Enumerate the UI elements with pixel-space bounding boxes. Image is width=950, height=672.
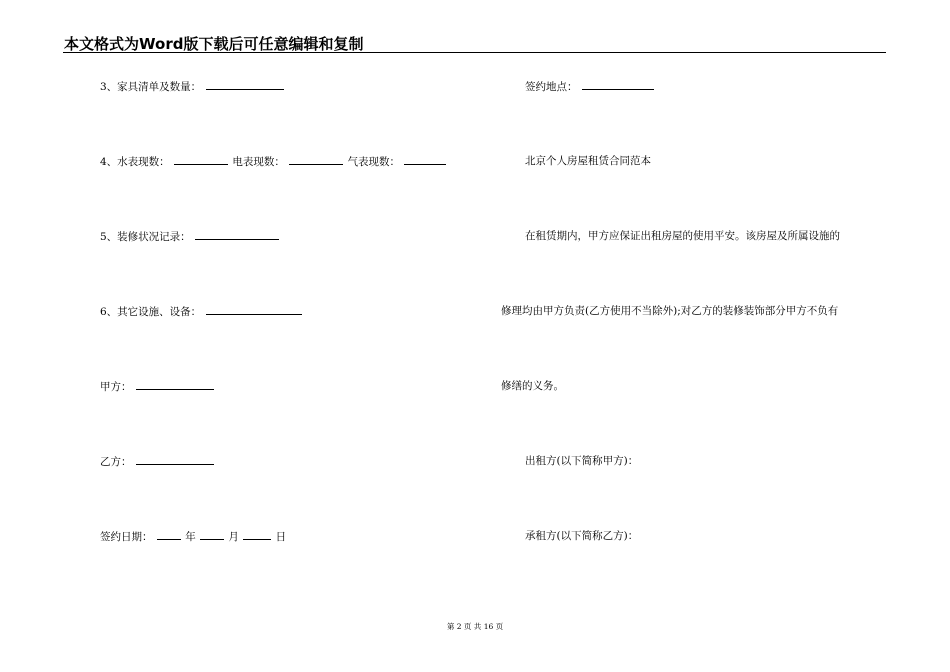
- electric-meter-blank: [289, 154, 343, 165]
- sign-place-blank: [582, 79, 654, 90]
- decoration-record-line: [100, 229, 280, 244]
- water-meter-label: 4、水表现数：: [100, 156, 170, 168]
- footer-total-pages: 16: [483, 622, 494, 631]
- sign-place-label: 签约地点：: [525, 81, 578, 93]
- furniture-list-blank: [206, 79, 284, 90]
- furniture-list-line: [100, 79, 285, 94]
- sign-date-month-blank: [200, 529, 224, 540]
- clause-text-line-2: 修理均由甲方负责(乙方使用不当除外);对乙方的装修装饰部分甲方不负有: [501, 305, 839, 317]
- sign-date-label: 签约日期：: [100, 531, 153, 543]
- party-b-label: 乙方：: [100, 456, 132, 468]
- party-a-blank: [136, 379, 214, 390]
- sign-place-line: [525, 79, 655, 94]
- footer-prefix: 第: [446, 622, 455, 631]
- contract-title: 北京个人房屋租赁合同范本: [525, 155, 651, 167]
- sign-date-year: 年: [185, 531, 196, 543]
- other-facilities-blank: [206, 304, 302, 315]
- gas-meter-blank: [404, 154, 446, 165]
- other-facilities-label: 6、其它设施、设备：: [100, 306, 202, 318]
- sign-date-day-blank: [243, 529, 271, 540]
- decoration-record-blank: [195, 229, 279, 240]
- party-b-blank: [136, 454, 214, 465]
- document-header-title: 本文格式为Word版下载后可任意编辑和复制: [64, 35, 364, 53]
- footer-page-number: 2: [456, 622, 462, 631]
- other-facilities-line: [100, 304, 303, 319]
- clause-text-line-1: 在租赁期内，甲方应保证出租房屋的使用平安。该房屋及所属设施的: [525, 230, 840, 242]
- party-b-line: [100, 454, 215, 469]
- page-number-footer: [0, 622, 950, 632]
- party-a-line: [100, 379, 215, 394]
- electric-meter-label: 电表现数：: [232, 156, 285, 168]
- footer-mid: 页 共: [463, 622, 482, 631]
- furniture-list-label: 3、家具清单及数量：: [100, 81, 202, 93]
- clause-text-line-3: 修缮的义务。: [501, 380, 564, 392]
- lessor-line: 出租方(以下简称甲方)：: [525, 455, 639, 467]
- sign-date-line: [100, 529, 286, 544]
- water-meter-blank: [174, 154, 228, 165]
- sign-date-month: 月: [228, 531, 239, 543]
- decoration-record-label: 5、装修状况记录：: [100, 231, 191, 243]
- sign-date-year-blank: [157, 529, 181, 540]
- lessee-line: 承租方(以下简称乙方)：: [525, 530, 639, 542]
- meter-readings-line: [100, 154, 447, 169]
- footer-suffix: 页: [495, 622, 504, 631]
- party-a-label: 甲方：: [100, 381, 132, 393]
- header-rule: [63, 52, 886, 53]
- gas-meter-label: 气表现数：: [347, 156, 401, 168]
- sign-date-day: 日: [275, 531, 287, 543]
